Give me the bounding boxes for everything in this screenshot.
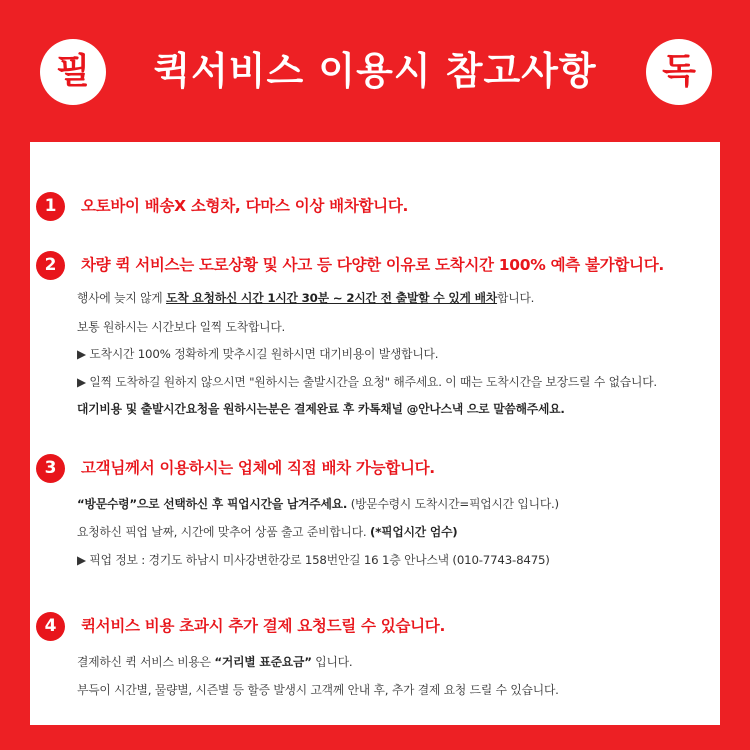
page-title: 퀵서비스 이용시 참고사항 <box>153 49 597 93</box>
section-2-line-5: 대기비용 및 출발시간요청을 원하시는분은 결제완료 후 카톡채널 @안나스낵 으로 말씀해주세요. <box>77 402 565 416</box>
section-2-line-1: 행사에 늦지 않게 도착 요청하신 시간 1시간 30분 ~ 2시간 전 출발할 수 있게 배차합니다. <box>77 291 535 305</box>
header-banner <box>0 0 750 142</box>
section-3-line-2: 요청하신 픽업 날짜, 시간에 맞추어 상품 출고 준비합니다. (*픽업시간 엄수) <box>77 525 458 539</box>
section-heading-3: 고객님께서 이용하시는 업체에 직접 배차 가능합니다. <box>81 459 435 477</box>
section-2-line-4: ▶ 일찍 도착하길 원하지 않으시면 "원하시는 출발시간을 요청" 해주세요. 이 때는 도착시간을 보장드릴 수 없습니다. <box>77 375 657 389</box>
section-number-4: 4 <box>36 612 65 641</box>
section-2-line-3: ▶ 도착시간 100% 정확하게 맞추시길 원하시면 대기비용이 발생합니다. <box>77 347 439 361</box>
section-heading-2: 차량 퀵 서비스는 도로상황 및 사고 등 다양한 이유로 도착시간 100% 예측 불가합니다. <box>81 256 664 274</box>
section-heading-1: 오토바이 배송X 소형차, 다마스 이상 배차합니다. <box>81 197 409 215</box>
departure-time-note: 도착 요청하신 시간 1시간 30분 ~ 2시간 전 출발할 수 있게 배차 <box>166 291 498 305</box>
section-3-line-3: ▶ 픽업 정보 : 경기도 하남시 미사강변한강로 158번안길 16 1층 안나스낵 (010-7743-8475) <box>77 553 550 567</box>
section-heading-4: 퀵서비스 비용 초과시 추가 결제 요청드릴 수 있습니다. <box>81 617 446 635</box>
left-badge: 필 <box>40 39 106 105</box>
section-4-line-2: 부득이 시간별, 물량별, 시즌별 등 할증 발생시 고객께 안내 후, 추가 결제 요청 드릴 수 있습니다. <box>77 683 559 697</box>
section-number-1: 1 <box>36 192 65 221</box>
section-number-2: 2 <box>36 251 65 280</box>
section-2-line-2: 보통 원하시는 시간보다 일찍 도착합니다. <box>77 320 286 334</box>
section-number-3: 3 <box>36 454 65 483</box>
section-3-line-1: “방문수령”으로 선택하신 후 픽업시간을 남겨주세요. (방문수령시 도착시간=픽업시간 입니다.) <box>77 497 559 511</box>
content-panel <box>30 142 720 725</box>
right-badge: 독 <box>646 39 712 105</box>
section-4-line-1: 결제하신 퀵 서비스 비용은 “거리별 표준요금” 입니다. <box>77 655 353 669</box>
